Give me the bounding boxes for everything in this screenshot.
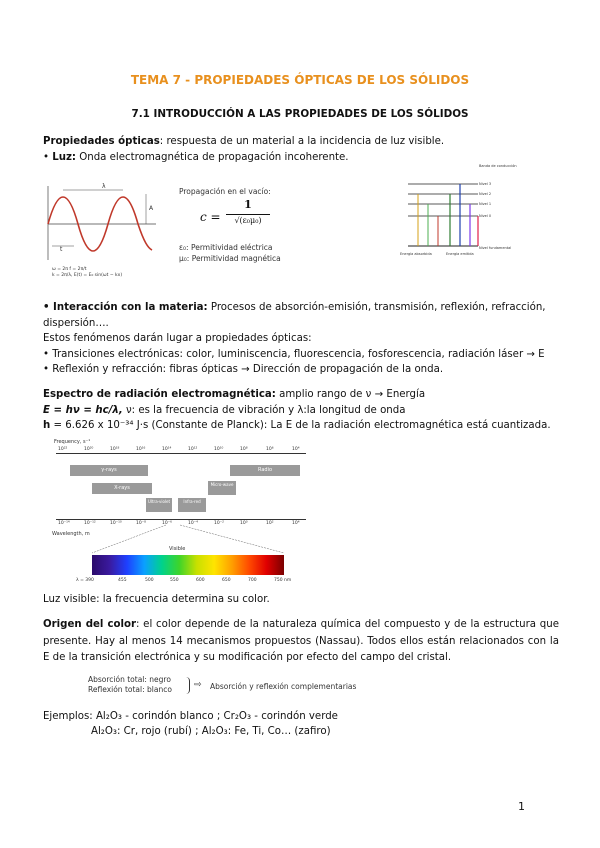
definition-text: : respuesta de un material a la incidencia de luz visible.: [159, 136, 445, 147]
bullet-transitions: • Transiciones electrónicas: color, luminiscencia, fluorescencia, fosforescencia, radiación láser → E: [43, 349, 545, 360]
propagation-heading: Propagación en el vacío:: [179, 187, 271, 196]
freq-tick: 10¹⁶: [136, 447, 146, 452]
absorption-total-label: Absorción total: negro: [88, 675, 171, 684]
vis-tick: 455: [118, 578, 127, 583]
wave-tick: 10⁻¹⁰: [110, 521, 122, 526]
term-color-origin: Origen del color: [43, 619, 136, 630]
em-spectrum-figure: [48, 437, 308, 595]
levels-emitted-label: Energía emitida: [446, 252, 474, 256]
epsilon-definition: ε₀: Permitividad eléctrica: [179, 243, 273, 252]
band-infrared: Infra-red: [178, 498, 206, 512]
wave-tick: 10⁻²: [214, 521, 224, 526]
wave-formula-2: k = 2π/λ, E(t) = E₀ sin(ωt − kx): [52, 273, 123, 278]
bullet-light: [43, 150, 349, 166]
wave-formula-1: ω = 2π f = 2π/t: [52, 267, 87, 272]
wave-tick: 10²: [266, 521, 274, 526]
band-uv: Ultra-violet: [146, 498, 172, 512]
absorption-result: Absorción y reflexión complementarias: [210, 682, 357, 691]
vis-tick: 600: [196, 578, 205, 583]
wave-tick: 10⁻¹⁴: [58, 521, 70, 526]
wave-t-label: t: [60, 246, 63, 253]
band-xray: X-rays: [92, 483, 152, 494]
frequency-axis: [56, 453, 306, 457]
color-origin-paragraph: [43, 617, 559, 667]
page-number: 1: [518, 800, 525, 813]
level-3-label: Nivel 3: [479, 182, 492, 186]
freq-tick: 10⁴: [292, 447, 300, 452]
level-1-label: Nivel 1: [479, 202, 492, 206]
energy-equation: E = hν = hc/λ,: [43, 405, 123, 416]
bullet-mark: •: [43, 152, 53, 163]
visible-light-note: Luz visible: la frecuencia determina su color.: [43, 594, 270, 605]
color-origin-text: : el color depende de la naturaleza química del compuesto y de la estructura que presente. Hay al menos 14 mecanismos propuestos (Nassau). Todos ellos están relacionados con la E de la transición electrónica y su modificación por efecto del campo del cristal.: [43, 619, 559, 663]
wavelength-axis-label: Wavelength, m: [52, 531, 90, 537]
phenomena-intro: Estos fenómenos darán lugar a propiedades ópticas:: [43, 333, 312, 344]
spectrum-heading: [43, 387, 425, 403]
bullet-reflection: • Reflexión y refracción: fibras ópticas → Dirección de propagación de la onda.: [43, 364, 444, 375]
freq-tick: 10¹⁴: [162, 447, 172, 452]
wave-tick: 10⁰: [240, 521, 248, 526]
freq-tick: 10²⁰: [84, 447, 94, 452]
freq-tick: 10¹²: [188, 447, 198, 452]
wave-lambda-label: λ: [102, 183, 106, 190]
light-definition: Onda electromagnética de propagación incoherente.: [76, 152, 349, 163]
freq-tick: 10¹⁰: [214, 447, 224, 452]
energy-equation-line: [43, 403, 405, 419]
section-heading: 7.1 INTRODUCCIÓN A LAS PROPIEDADES DE LOS SÓLIDOS: [131, 108, 469, 120]
visible-label: Visible: [169, 546, 186, 552]
planck-symbol: h: [43, 420, 51, 431]
examples-line-2: Al₂O₃: Cr, rojo (rubí) ; Al₂O₃: Fe, Ti, Co… (zafiro): [91, 726, 331, 737]
fraction-numerator: 1: [244, 198, 252, 211]
brace: [186, 677, 190, 694]
freq-tick: 10⁸: [240, 447, 248, 452]
vis-tick: 700: [248, 578, 257, 583]
wave-amplitude-label: A: [149, 205, 154, 212]
planck-text: = 6.626 x 10⁻³⁴ J·s (Constante de Planck): La E de la radiación electromagnética está cuantizada.: [50, 420, 551, 431]
level-0-label: Nivel 0: [479, 214, 492, 218]
visible-spectrum-bar: [92, 555, 284, 575]
term-optical-properties: Propiedades ópticas: [43, 136, 160, 147]
interaction-continuation: dispersión….: [43, 318, 109, 329]
vis-tick: 750 nm: [274, 578, 292, 583]
term-light: Luz:: [52, 152, 76, 163]
band-microwave: Micro-wave: [208, 481, 236, 495]
freq-tick: 10⁶: [266, 447, 274, 452]
mu-definition: μ₀: Permitividad magnética: [179, 254, 281, 263]
arrow-icon: ⇨: [194, 680, 202, 690]
planck-line: [43, 418, 551, 434]
vis-tick: 650: [222, 578, 231, 583]
wave-tick: 10⁻⁴: [188, 521, 198, 526]
bullet-interaction: [43, 300, 546, 316]
freq-tick: 10²²: [58, 447, 68, 452]
wave-tick: 10⁻⁶: [162, 521, 172, 526]
band-radio: Radio: [230, 465, 300, 476]
term-interaction: • Interacción con la materia:: [43, 302, 208, 313]
vis-tick: 550: [170, 578, 179, 583]
frequency-axis-label: Frequency, s⁻¹: [54, 439, 91, 445]
wavelength-axis: [56, 519, 306, 520]
levels-absorbed-label: Energía absorbida: [400, 252, 432, 256]
fraction-denominator: √(ε₀μ₀): [234, 216, 262, 225]
interaction-text: Procesos de absorción-emisión, transmisión, reflexión, refracción,: [207, 302, 546, 313]
page-title: TEMA 7 - PROPIEDADES ÓPTICAS DE LOS SÓLIDOS: [130, 73, 470, 87]
levels-ground-label: Nivel fundamental: [479, 246, 512, 250]
levels-top-label: Banda de conducción: [479, 164, 517, 168]
reflection-total-label: Reflexión total: blanco: [88, 685, 172, 694]
wave-tick: 10⁴: [292, 521, 300, 526]
term-spectrum: Espectro de radiación electromagnética:: [43, 389, 276, 400]
examples-line-1: Ejemplos: Al₂O₃ - corindón blanco ; Cr₂O₃ - corindón verde: [43, 711, 338, 722]
level-2-label: Nivel 2: [479, 192, 492, 196]
wave-tick: 10⁻¹²: [84, 521, 96, 526]
spectrum-text: amplio rango de ν → Energía: [275, 389, 426, 400]
fraction-bar: [226, 214, 270, 215]
band-gamma: γ-rays: [70, 465, 148, 476]
paragraph-optical-properties: [43, 134, 444, 150]
vis-tick: λ = 390: [76, 578, 94, 583]
equation-explanation: ν: es la frecuencia de vibración y λ:la longitud de onda: [122, 405, 406, 416]
wave-tick: 10⁻⁸: [136, 521, 146, 526]
speed-of-light-symbol: c =: [200, 210, 221, 224]
freq-tick: 10¹⁸: [110, 447, 120, 452]
vis-tick: 500: [145, 578, 154, 583]
